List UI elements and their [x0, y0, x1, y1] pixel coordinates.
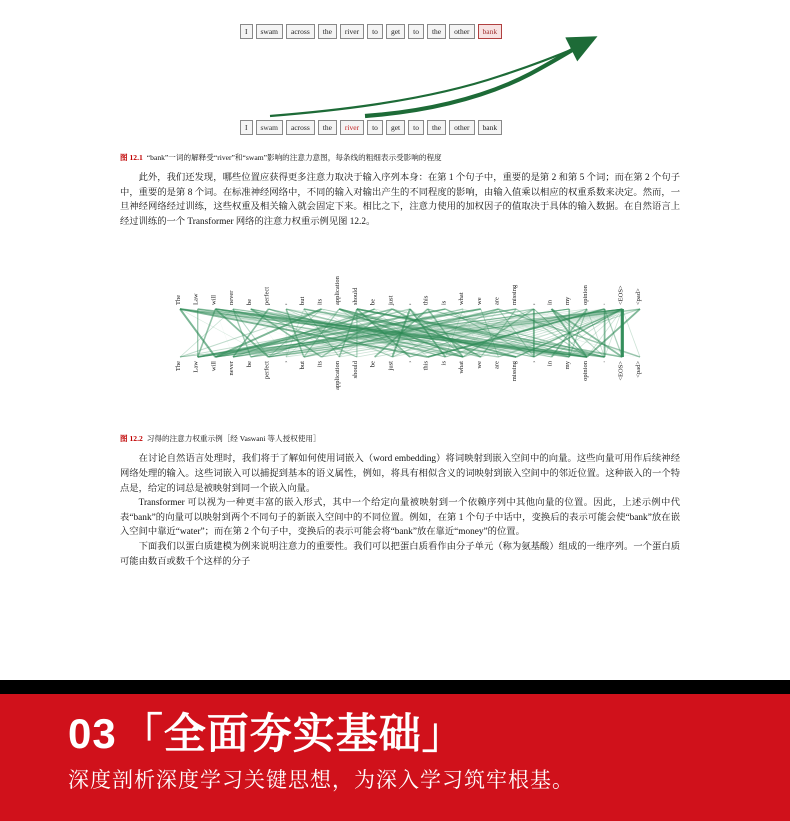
token: across [286, 24, 315, 39]
figure-12-1-caption [120, 152, 680, 163]
figure-12-2-attention-plot [120, 239, 680, 429]
figure-12-2-top-token: be [369, 299, 377, 306]
figure-12-2-bottom-token: in [546, 361, 554, 367]
token: to [367, 24, 383, 39]
figure-12-2 [120, 239, 680, 429]
figure-12-2-bottom-token: should [351, 361, 359, 379]
figure-12-2-bottom-token: is [440, 361, 448, 366]
paragraph-1: 此外，我们还发现，哪些位置应获得更多注意力取决于输入序列本身：在第 1 个句子中，重要的是第 2 和第 5 个词；而在第 2 个句子中，重要的是第 8 个词。在标准神经网络中，不同的输入对输出产生的不同程度的影响，由输入值乘以相应的权重系数来决定。然而，一旦神经网络经过训练，这些权重及相关输入就会固定下来。相比之下，注意力使用的加权因子的值取决于具体的输入数据。在自然语言上经过训练的一个 Transformer 网络的注意力权重示例见图 12.2。 [120, 173, 680, 227]
figure-12-2-top-token: we [475, 297, 483, 306]
token: bank [478, 120, 503, 135]
figure-12-2-top-token: but [298, 297, 306, 306]
token-highlight-bank: bank [478, 24, 503, 39]
token: across [286, 120, 315, 135]
figure-12-2-top-token: are [493, 297, 501, 306]
figure-12-2-top-token: <EOS> [617, 285, 625, 306]
paragraph-4: 下面我们以蛋白质建模为例来说明注意力的重要性。我们可以把蛋白质看作由分子单元（称为氨基酸）组成的一维序列。一个蛋白质可能由数百或数千个这样的分子 [120, 541, 680, 567]
figure-12-2-bottom-token: what [458, 361, 466, 375]
figure-12-2-bottom-token: just [387, 361, 395, 371]
promo-banner [0, 694, 790, 821]
token: the [318, 120, 337, 135]
figure-12-2-top-token: never [228, 290, 236, 306]
figure-12-2-top-token: . [599, 303, 607, 306]
token: get [386, 120, 405, 135]
figure-12-2-bottom-token: but [298, 361, 306, 370]
figure-12-2-bottom-token: will [210, 361, 218, 372]
token: get [386, 24, 405, 39]
figure-12-2-top-token: should [351, 288, 359, 306]
banner-number: 03 [68, 710, 117, 757]
figure-12-2-bottom-token: , [281, 361, 289, 363]
token-river: river [340, 120, 364, 135]
figure-12-2-top-token: The [175, 295, 182, 306]
figure-12-2-bottom-token: this [422, 361, 430, 371]
figure-12-2-bottom-token: opinion [581, 361, 589, 382]
token: other [449, 120, 474, 135]
figure-12-2-bottom-token: , [528, 361, 536, 363]
figure-12-2-top-token: my [564, 297, 572, 306]
figure-12-2-top-token: will [210, 295, 218, 306]
figure-12-1-caption-label: 图 12.1 [120, 153, 143, 162]
token: the [427, 120, 446, 135]
paragraph-2: 在讨论自然语言处理时，我们将于了解如何使用词嵌入（word embedding）将词映射到嵌入空间中的向量。这些向量可用作后续神经网络处理的输入。这些词嵌入可以捕捉到基本的语义属性，例如，将具有相似含义的词映射到嵌入空间中的邻近位置。这种嵌入的一个特点是，给定的词总是被映射到同一个嵌入向量。 [120, 454, 680, 494]
token: I [240, 24, 253, 39]
token: the [427, 24, 446, 39]
figure-12-2-top-token: <pad> [635, 288, 642, 306]
document-content [120, 8, 680, 569]
figure-12-2-bottom-token: its [316, 361, 324, 368]
figure-12-2-top-token: what [458, 292, 466, 306]
token: to [408, 24, 424, 39]
figure-12-2-bottom-token: perfect [263, 361, 271, 380]
token: to [408, 120, 424, 135]
figure-12-2-bottom-token: we [475, 361, 483, 369]
figure-12-2-top-token: application [334, 276, 342, 306]
figure-12-2-bottom-token: Law [192, 361, 200, 373]
figure-12-2-top-token: , [281, 303, 289, 306]
figure-12-2-top-token: in [546, 300, 554, 306]
token-swam: swam [256, 120, 284, 135]
figure-12-2-bottom-token: <EOS> [617, 361, 625, 381]
figure-12-2-bottom-token: be [369, 361, 377, 368]
black-divider [0, 680, 790, 694]
figure-12-2-top-token: perfect [263, 287, 271, 306]
figure-12-2-caption-text: 习得的注意力权重示例［经 Vaswani 等人授权使用］ [146, 434, 321, 444]
figure-12-2-bottom-token: my [564, 361, 572, 370]
figure-12-2-caption-label: 图 12.2 [120, 434, 143, 444]
figure-12-2-top-token: , [528, 303, 536, 306]
token: to [367, 120, 383, 135]
figure-12-2-top-token: Law [192, 293, 200, 306]
figure-12-2-top-token: missing [511, 285, 519, 306]
figure-12-2-top-token: is [440, 301, 448, 306]
figure-12-2-top-token: this [422, 295, 430, 306]
figure-12-2-bottom-token: are [493, 361, 501, 370]
figure-12-2-top-token: be [245, 299, 253, 306]
figure-12-2-bottom-token: missing [511, 361, 519, 382]
token: the [318, 24, 337, 39]
figure-12-2-bottom-token: <pad> [635, 361, 642, 379]
attention-link [180, 309, 233, 357]
token: I [240, 120, 253, 135]
figure-12-2-bottom-token: be [245, 361, 253, 368]
figure-12-2-top-token: its [316, 299, 324, 306]
token: swam [256, 24, 284, 39]
figure-12-1-bottom-token-row [240, 120, 502, 135]
figure-12-2-top-token: , [405, 303, 412, 306]
figure-12-1-caption-text: “bank”一词的解释受“river”和“swam”影响的注意力意图，每条线的粗细表示受影响的程度 [146, 153, 442, 162]
token: other [449, 24, 474, 39]
figure-12-2-bottom-token: The [175, 361, 182, 372]
figure-12-2-bottom-token: . [599, 361, 607, 363]
banner-subtitle: 深度剖析深度学习关键思想，为深入学习筑牢根基。 [68, 769, 574, 792]
figure-12-2-bottom-token: never [228, 361, 236, 376]
figure-12-2-top-token: opinion [581, 285, 589, 306]
figure-12-2-bottom-token: , [405, 361, 412, 363]
paragraph-3: Transformer 可以视为一种更丰富的嵌入形式，其中一个给定向量被映射到一个依赖序列中其他向量的位置。因此，上述示例中代表“bank”的向量可以映射到两个不同句子的新嵌入空间中的不同位置。例如，在第 1 个句子中话中，变换后的表示可能会使“bank”放在嵌入空间中靠近“water”；而在第 2 个句子中，变换后的表示可能会将“bank”放在靠近“money”的位置。 [120, 498, 680, 538]
token: river [340, 24, 364, 39]
figure-12-2-top-token: just [387, 295, 395, 306]
figure-12-1-top-token-row [240, 24, 502, 39]
banner-title [68, 708, 768, 760]
figure-12-2-bottom-token: application [334, 361, 342, 391]
banner-title-text: 「全面夯实基础」 [120, 710, 465, 757]
figure-12-1 [120, 8, 680, 148]
figure-12-2-caption [120, 433, 680, 444]
